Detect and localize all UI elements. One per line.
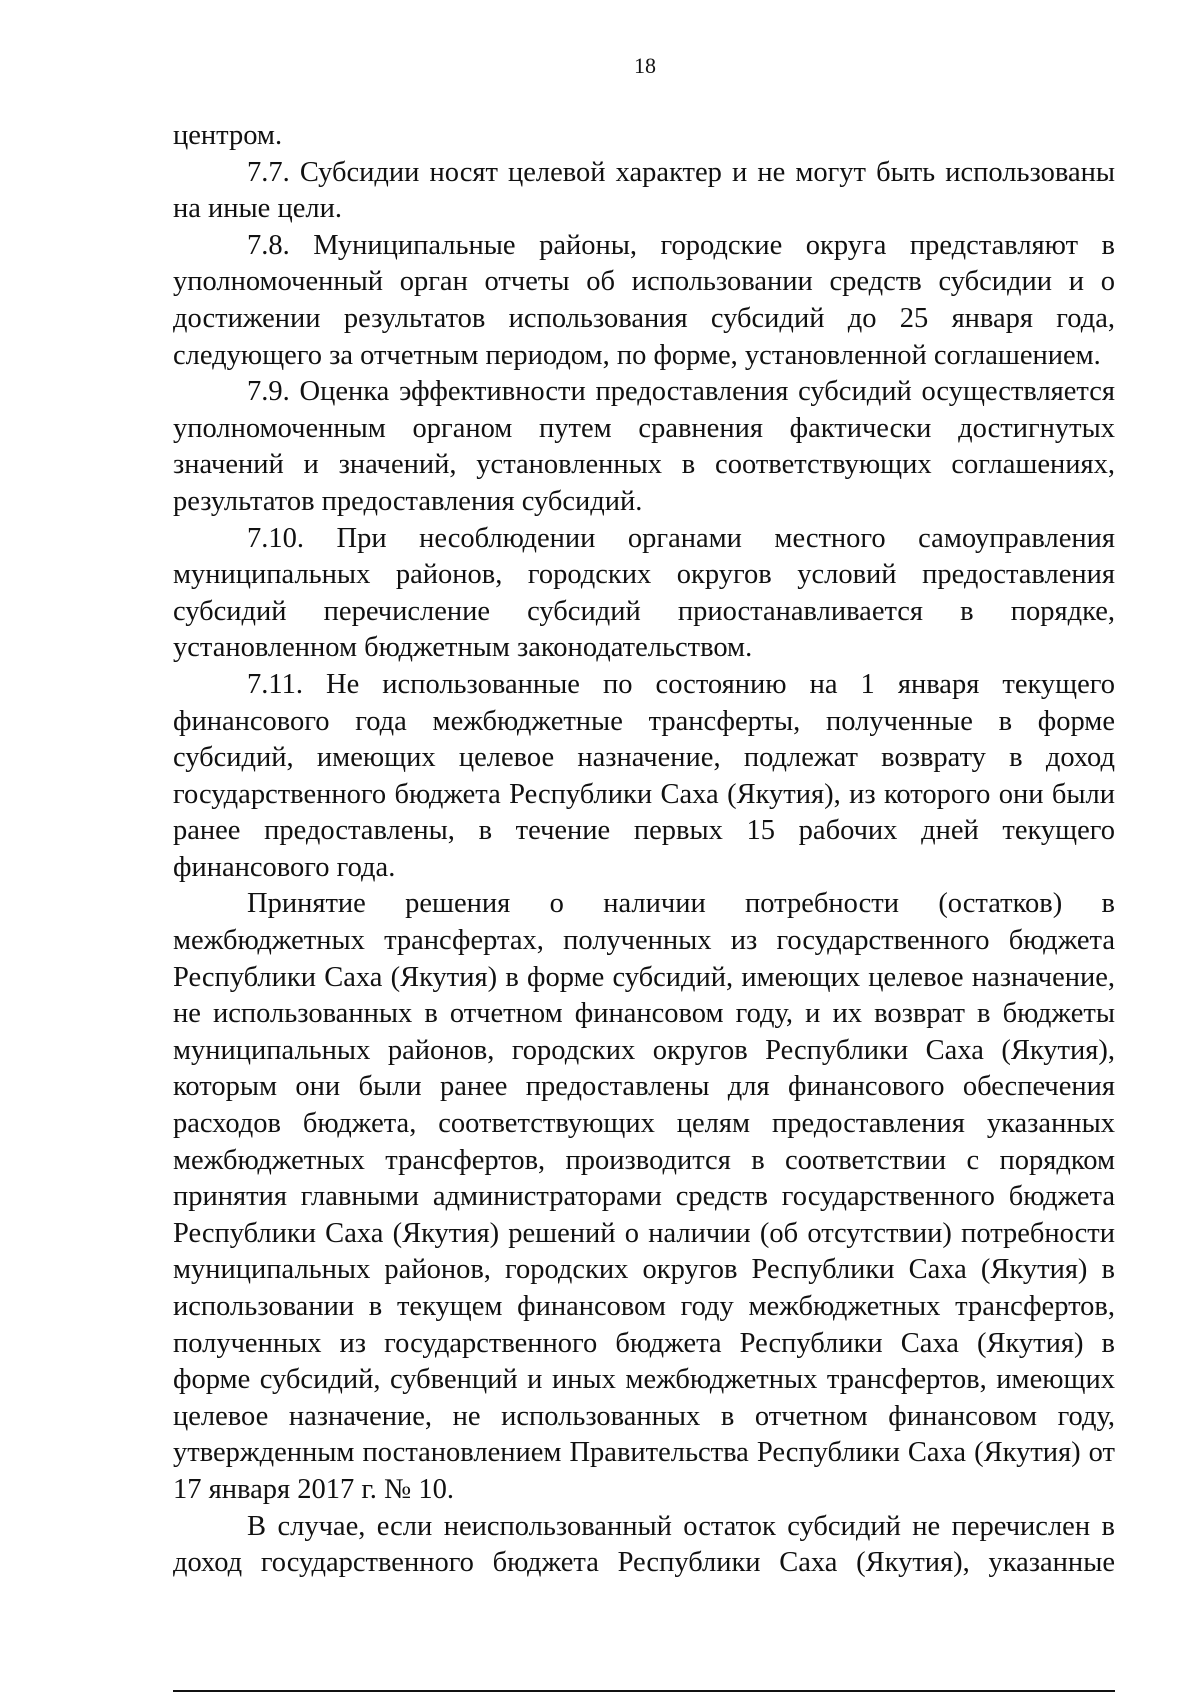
paragraph-7-9: 7.9. Оценка эффективности предоставления субсидий осуществляется уполномоченным органом путем сравнения фактически достигнутых значений и значений, установленных в соответствующих соглашениях, результатов предоставления субсидий.: [173, 376, 1115, 517]
paragraph-7-8: 7.8. Муниципальные районы, городские округа представляют в уполномоченный орган отчеты об использовании средств субсидии и о достижении результатов использования субсидий до 25 января года, следующего за отчетным периодом, по форме, установленной соглашением.: [173, 229, 1115, 371]
paragraph-7-7: 7.7. Субсидии носят целевой характер и не могут быть использованы на иные цели.: [173, 156, 1115, 225]
paragraph-unused-balance: В случае, если неиспользованный остаток субсидий не перечислен в доход государственного бюджета Республики Саха (Якутия), указанные: [173, 1510, 1115, 1579]
footer-rule: [173, 1690, 1115, 1692]
paragraph-7-10: 7.10. При несоблюдении органами местного самоуправления муниципальных районов, городских округов условий предоставления субсидий перечисление субсидий приостанавливается в порядке, установленном бюджетным законодательством.: [173, 522, 1115, 664]
paragraph-decision: Принятие решения о наличии потребности (остатков) в межбюджетных трансфертах, полученных из государственного бюджета Республики Саха (Якутия) в форме субсидий, имеющих целевое назначение, не использованных в отчетном финансовом году, и их возврат в бюджеты муниципальных районов, городских округов Республики Саха (Якутия), которым они были ранее предоставлены для финансового обеспечения расходов бюджета, соответствующих целям предоставления указанных межбюджетных трансфертов, производится в соответствии с порядком принятия главными администраторами средств государственного бюджета Республики Саха (Якутия) решений о наличии (об отсутствии) потребности муниципальных районов, городских округов Республики Саха (Якутия) в использовании в текущем финансовом году межбюджетных трансфертов, полученных из государственного бюджета Республики Саха (Якутия) в форме субсидий, субвенций и иных межбюджетных трансфертов, имеющих целевое назначение, не использованных в отчетном финансовом году, утвержденным постановлением Правительства Республики Саха (Якутия) от 17 января 2017 г. № 10.: [173, 888, 1115, 1505]
document-body: [173, 118, 1115, 1582]
paragraph-7-11: 7.11. Не использованные по состоянию на 1 января текущего финансового года межбюджетные трансферты, полученные в форме субсидий, имеющих целевое назначение, подлежат возврату в доход государственного бюджета Республики Саха (Якутия), из которого они были ранее предоставлены, в течение первых 15 рабочих дней текущего финансового года.: [173, 668, 1115, 883]
page-number: 18: [634, 53, 656, 78]
paragraph-continuation: центром.: [173, 120, 283, 151]
